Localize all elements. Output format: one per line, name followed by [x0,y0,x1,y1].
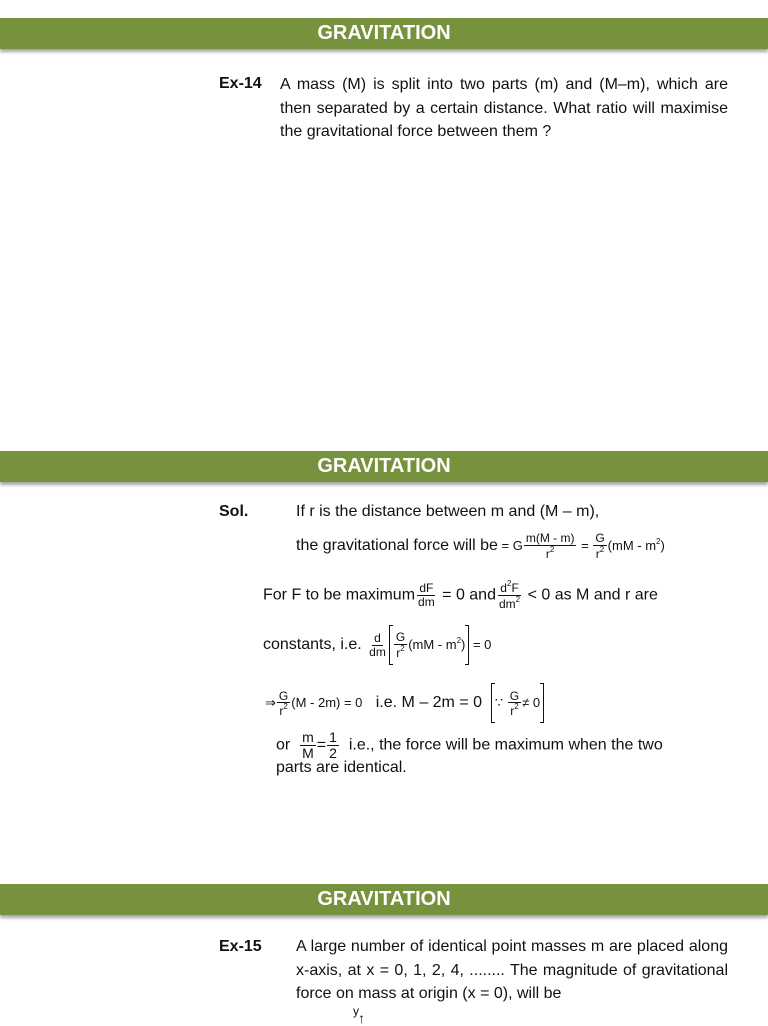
axis-label-y: y [353,1004,359,1018]
solution-line-3-prefix: For F to be maximum [263,586,416,604]
formula-d2F-dm2: $\frac{d^2F}{dm^2}$ [498,579,521,611]
solution-line-5-mid: i.e. M – 2m = 0 [375,694,483,712]
formula-d-dm: $\frac{d}{dm}$ [369,630,386,659]
example-label: Ex-14 [219,75,262,92]
solution-line-2 [296,530,665,561]
slide-title: GRAVITATION [317,22,451,44]
formula-implies: ⇒ $\frac{G}{r^2}$ (M - 2m) = 0 [265,688,363,719]
solution-line-2-text: the gravitational force will be [296,537,498,554]
solution-line-3-suffix: < 0 as M and r are [527,586,658,604]
formula-dF-dm: $\frac{dF}{dm}$ [418,581,435,609]
slide-title-bar [0,451,768,482]
slide-title: GRAVITATION [317,455,451,477]
example-question: A mass (M) is split into two parts (m) and (M–m), which are then separated by a certain distance. What ratio will maximise the gravitational force between them ? [280,76,728,140]
example-question: A large number of identical point masses m are placed along x-axis, at x = 0, 1, 2, 4, ........ The magnitude of gravitational force on mass at origin (x = 0), will be [296,938,728,1002]
solution-line-6-suffix: i.e., the force will be maximum when the two [348,736,663,754]
solution-line-4: constants, i.e. $\frac{d}{dm}$ $\frac{G}{r^2}$ $(mM - m^2) = 0$ [263,625,491,665]
solution-line-7: parts are identical. [276,759,407,776]
solution-line-1: If r is the distance between m and (M – m), [296,503,600,520]
solution-line-6-prefix: or [276,736,291,754]
example-label: Ex-15 [219,938,262,955]
solution-line-4-prefix: constants, i.e. [263,636,362,654]
formula-ratio: $\frac{m}{M}$ [302,729,314,761]
solution-label: Sol. [219,503,249,520]
slide-title-bar [0,18,768,49]
solution-line-3: For F to be maximum $\frac{dF}{dm}$ = 0 and $\frac{d^2F}{dm^2}$ < 0 as M and r are [263,579,658,611]
solution-line-6: or $\frac{m}{M}$ = $\frac{1}{2}$ i.e., the force will be maximum when the two [276,729,663,761]
formula-force: = G $\frac{m(M - m)}{r^2}$ = $\frac{G}{r^2}$ $(mM - m^2)$ [497,531,665,562]
slide-title-bar [0,884,768,915]
solution-line-5: ⇒ $\frac{G}{r^2}$ (M - 2m) = 0 i.e. M – 2m = 0 ∵ $\frac{G}{r^2}$ ≠ 0 [265,683,544,723]
slide-title: GRAVITATION [317,888,451,910]
y-axis-arrow-icon: ↑ [358,1010,365,1026]
